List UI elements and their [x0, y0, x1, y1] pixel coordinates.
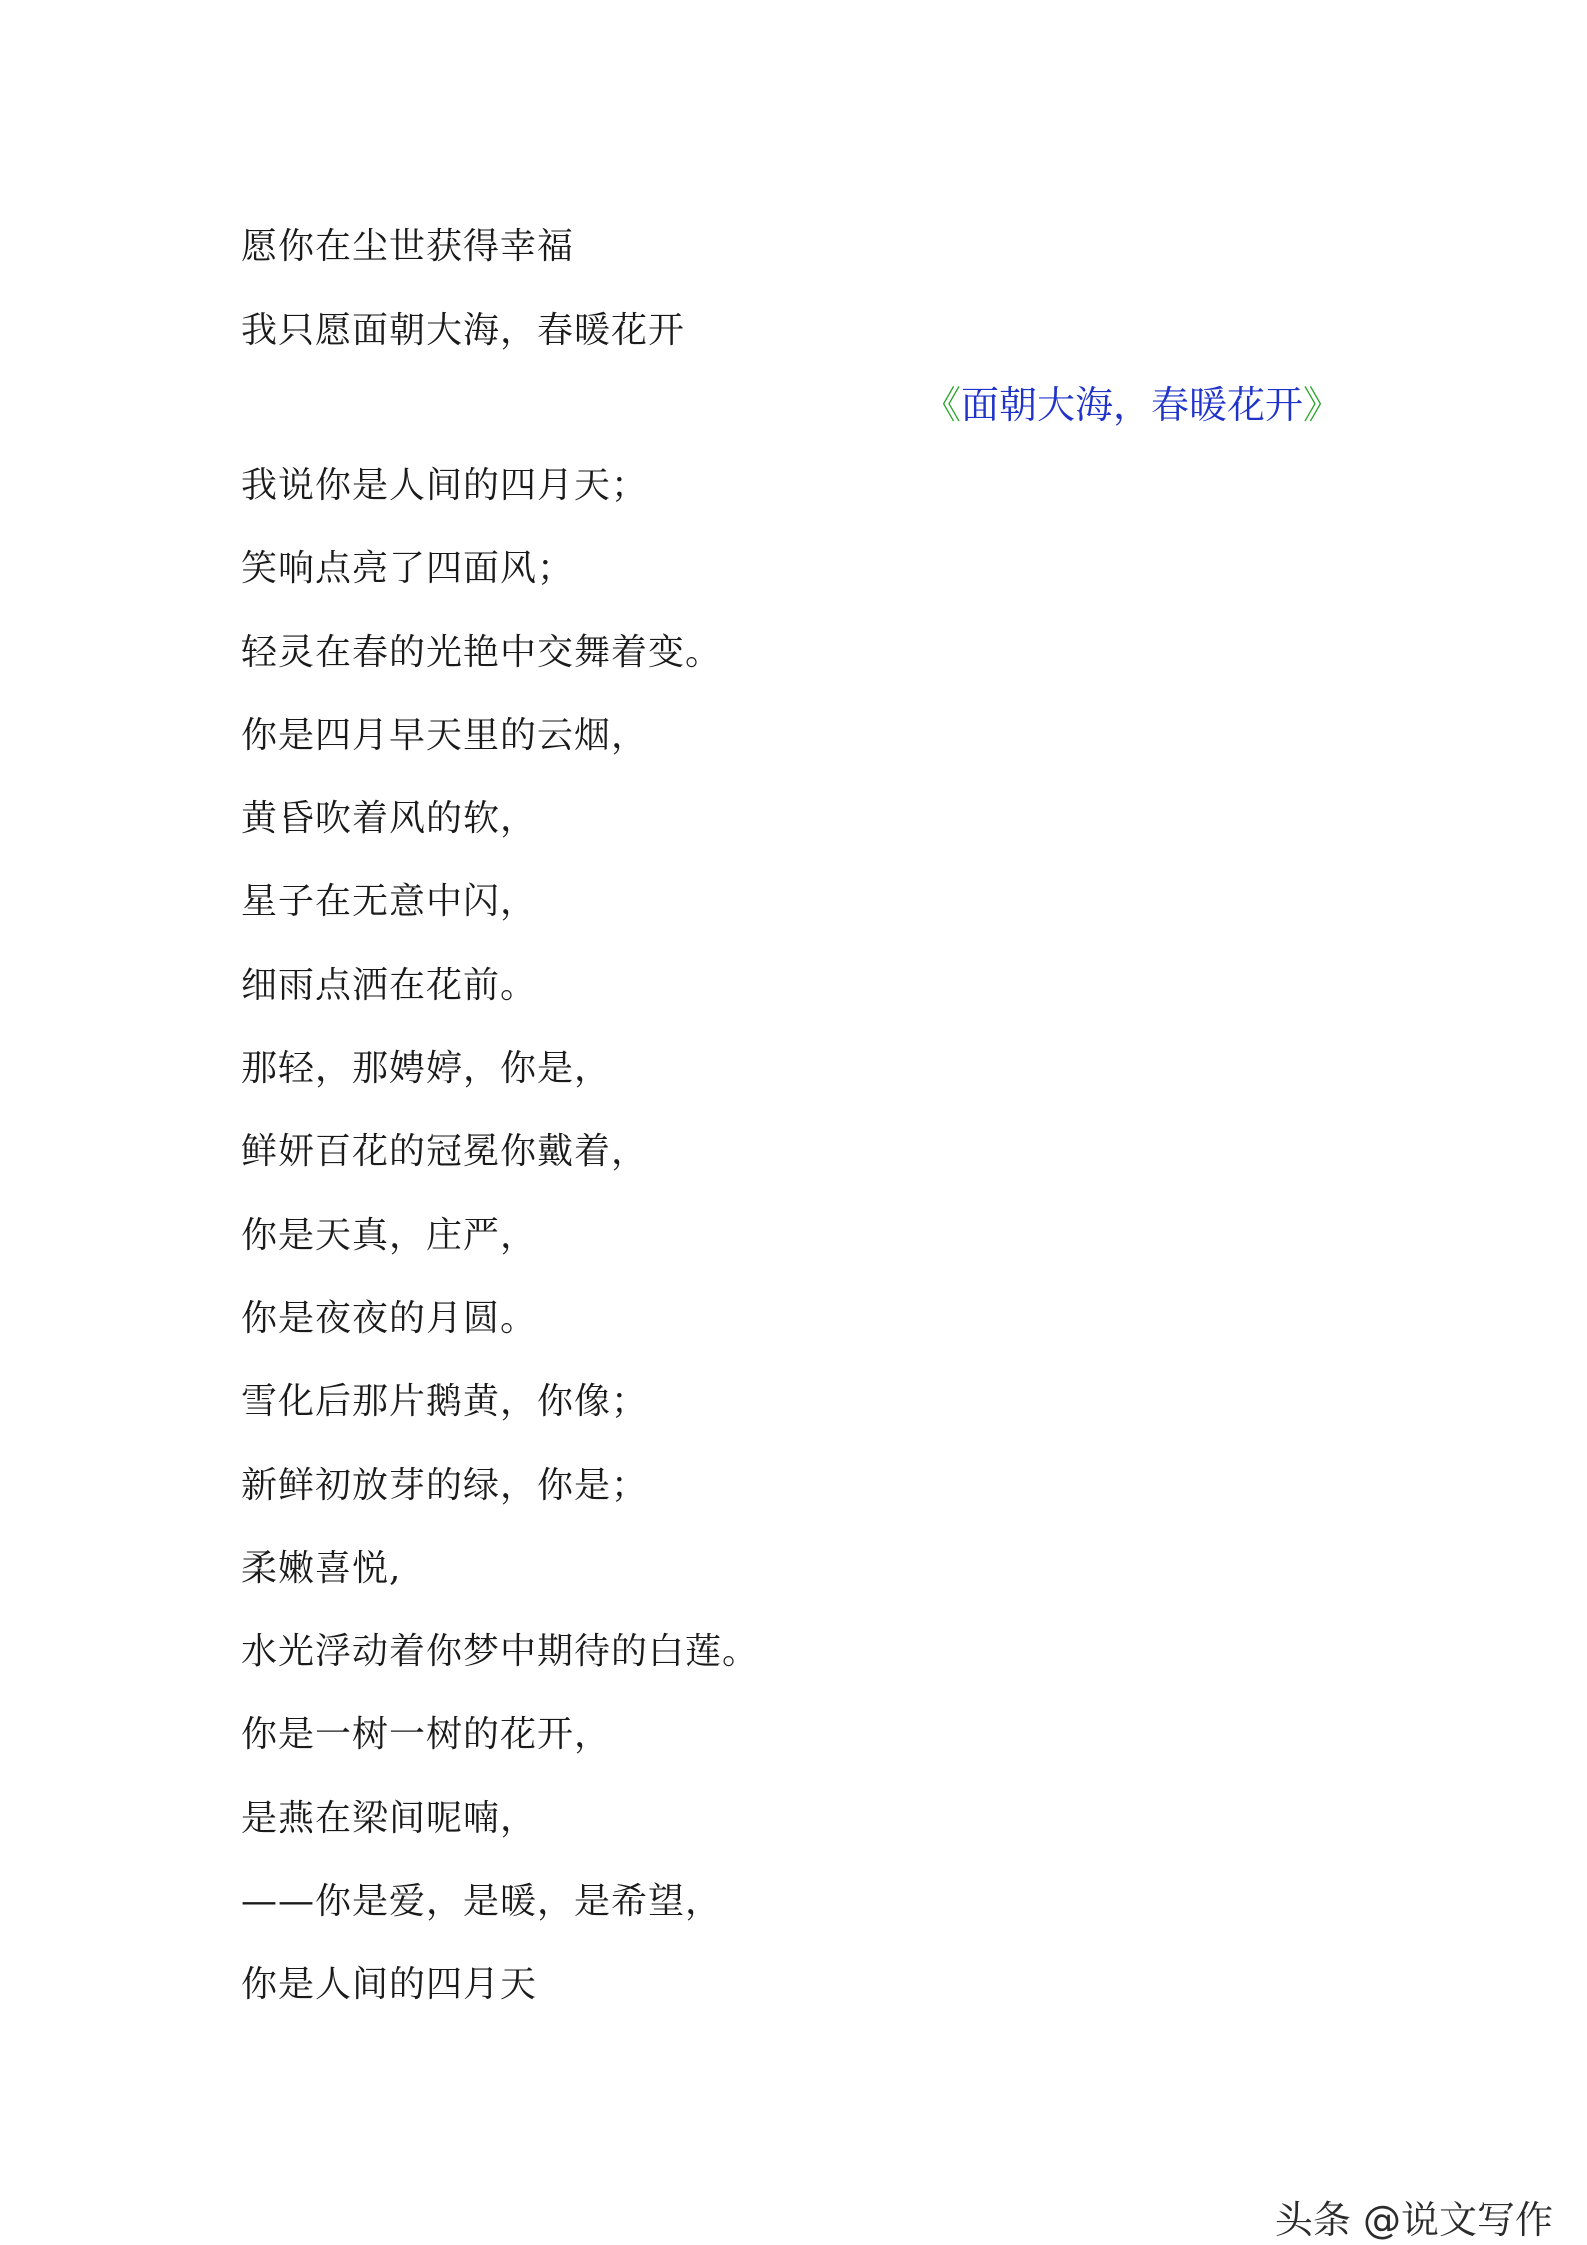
poem-body [241, 444, 1391, 2027]
intro-line: 我只愿面朝大海，春暖花开 [241, 310, 686, 351]
poem-line: 我说你是人间的四月天； [241, 465, 649, 506]
poem-line: 你是夜夜的月圆。 [241, 1297, 538, 1339]
poem-line: 你是四月早天里的云烟， [241, 714, 649, 756]
poem-line: ——你是爱，是暖，是希望， [241, 1881, 723, 1923]
poem-line: 你是天真，庄严， [241, 1214, 538, 1256]
poem-line: 鲜妍百花的冠冕你戴着， [241, 1131, 649, 1173]
watermark: 头条 @说文写作 [1274, 2198, 1553, 2242]
poem-line: 星子在无意中闪， [241, 881, 538, 923]
poem-line: 雪化后那片鹅黄，你像； [241, 1381, 649, 1423]
intro-block [241, 205, 1391, 373]
poem-line: 新鲜初放芽的绿，你是； [241, 1464, 649, 1506]
title-close-bracket: 》 [1302, 383, 1341, 427]
poem-line: 细雨点洒在花前。 [241, 964, 538, 1006]
poem-line: 你是人间的四月天 [241, 1964, 538, 2006]
poem-line: 是燕在梁间呢喃， [241, 1797, 538, 1839]
poem-line: 黄昏吹着风的软， [241, 798, 538, 840]
title-open-bracket: 《 [922, 383, 961, 427]
poem-line: 那轻，那娉婷，你是， [241, 1048, 612, 1090]
title-text: 面朝大海，春暖花开 [960, 383, 1303, 427]
poem-line: 水光浮动着你梦中期待的白莲。 [241, 1631, 760, 1673]
poem-line: 轻灵在春的光艳中交舞着变。 [241, 631, 723, 673]
poem-line: 笑响点亮了四面风； [241, 548, 575, 590]
poem-title [241, 370, 1341, 440]
poem-line: 你是一树一树的花开， [241, 1714, 612, 1756]
poem-line: 柔嫩喜悦, [241, 1547, 402, 1589]
intro-line: 愿你在尘世获得幸福 [241, 226, 575, 267]
